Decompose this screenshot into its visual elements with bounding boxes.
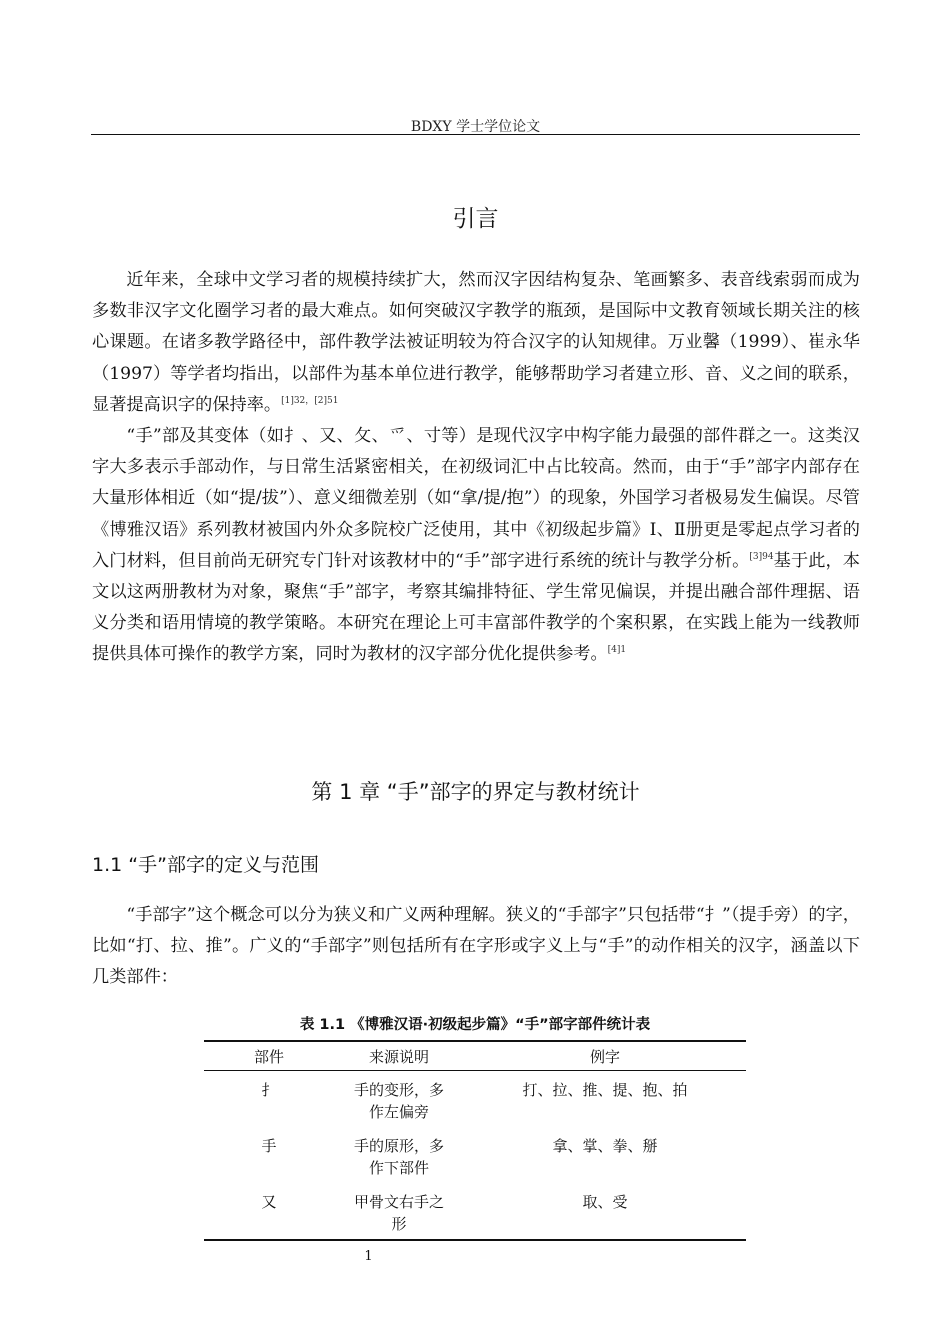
intro-title: 引言 xyxy=(452,206,499,232)
paragraph-text: “手”部及其变体（如扌、又、攵、爫、寸等）是现代汉字中构字能力最强的部件群之一。这类汉字大多表示手部动作，与日常生活紧密相关，在初级词汇中占比较高。然而，由于“手”部字内部存在大量形体相近（如“提/拔”）、意义细微差别（如“拿/提/抱”）的现象，外国学习者极易发生偏误。尽管《博雅汉语》系列教材被国内外众多院校广泛使用，其中《初级起步篇》Ⅰ、Ⅱ册更是零起点学习者的入门材料，但目前尚无研究专门针对该教材中的“手”部字进行系统的统计与教学分析。 xyxy=(92,426,860,571)
table-caption: 表 1.1 《博雅汉语·初级起步篇》“手”部字部件统计表 xyxy=(299,1017,651,1033)
cell-source xyxy=(334,1183,464,1240)
table-row xyxy=(204,1127,746,1183)
cell-source xyxy=(334,1071,464,1128)
cell-source xyxy=(334,1127,464,1183)
intro-paragraph-1 xyxy=(92,265,860,421)
running-header: BDXY 学士学位论文 xyxy=(410,119,541,135)
column-header-examples: 例字 xyxy=(464,1041,746,1071)
component-stats-table xyxy=(204,1040,746,1241)
column-header-component: 部件 xyxy=(204,1041,334,1071)
citation: [3]94 xyxy=(749,551,774,562)
section-body xyxy=(92,900,860,994)
table-row xyxy=(204,1183,746,1240)
header-rule xyxy=(91,134,860,135)
column-header-source: 来源说明 xyxy=(334,1041,464,1071)
cell-component: 扌 xyxy=(261,1081,277,1099)
citation: [4]1 xyxy=(607,645,627,656)
paragraph-text: 基于此，本文以这两册教材为对象，聚焦“手”部字，考察其编排特征、学生常见偏误，并提出融合部件理据、语义分类和语用情境的教学策略。本研究在理论上可丰富部件教学的个案积累，在实践上能为一线教师提供具体可操作的教学方案，同时为教材的汉字部分优化提供参考。 xyxy=(92,550,860,665)
chapter-title: 第 1 章 “手”部字的界定与教材统计 xyxy=(311,780,640,804)
cell-examples: 打、拉、推、提、抱、拍 xyxy=(522,1081,688,1099)
cell-component: 手 xyxy=(261,1137,277,1155)
page-number: 1 xyxy=(364,1249,373,1264)
cell-source-text: 手的变形，多作左偏旁 xyxy=(353,1081,444,1121)
table-row xyxy=(204,1071,746,1128)
cell-source-text: 甲骨文右手之形 xyxy=(353,1193,444,1233)
cell-examples: 拿、掌、拳、掰 xyxy=(552,1137,658,1155)
cell-examples: 取、受 xyxy=(464,1183,746,1240)
citation: [1]32，[2]51 xyxy=(281,395,339,406)
cell-source-text: 手的原形，多作下部件 xyxy=(353,1137,444,1177)
cell-component: 又 xyxy=(204,1183,334,1240)
section-title: 1.1 “手”部字的定义与范围 xyxy=(92,854,319,876)
paragraph-text: 近年来，全球中文学习者的规模持续扩大，然而汉字因结构复杂、笔画繁多、表音线索弱而成为多数非汉字文化圈学习者的最大难点。如何突破汉字教学的瓶颈，是国际中文教育领域长期关注的核心课题。在诸多教学路径中，部件教学法被证明较为符合汉字的认知规律。万业馨（1999）、崔永华（1997）等学者均指出，以部件为基本单位进行教学，能够帮助学习者建立形、音、义之间的联系，显著提高识字的保持率。 xyxy=(92,270,860,415)
table-header-row xyxy=(204,1041,746,1071)
intro-paragraph-2 xyxy=(92,421,860,671)
intro-body xyxy=(92,265,860,671)
section-paragraph: “手部字”这个概念可以分为狭义和广义两种理解。狭义的“手部字”只包括带“扌”（提手旁）的字，比如“打、拉、推”。广义的“手部字”则包括所有在字形或字义上与“手”的动作相关的汉字，涵盖以下几类部件： xyxy=(92,905,860,988)
